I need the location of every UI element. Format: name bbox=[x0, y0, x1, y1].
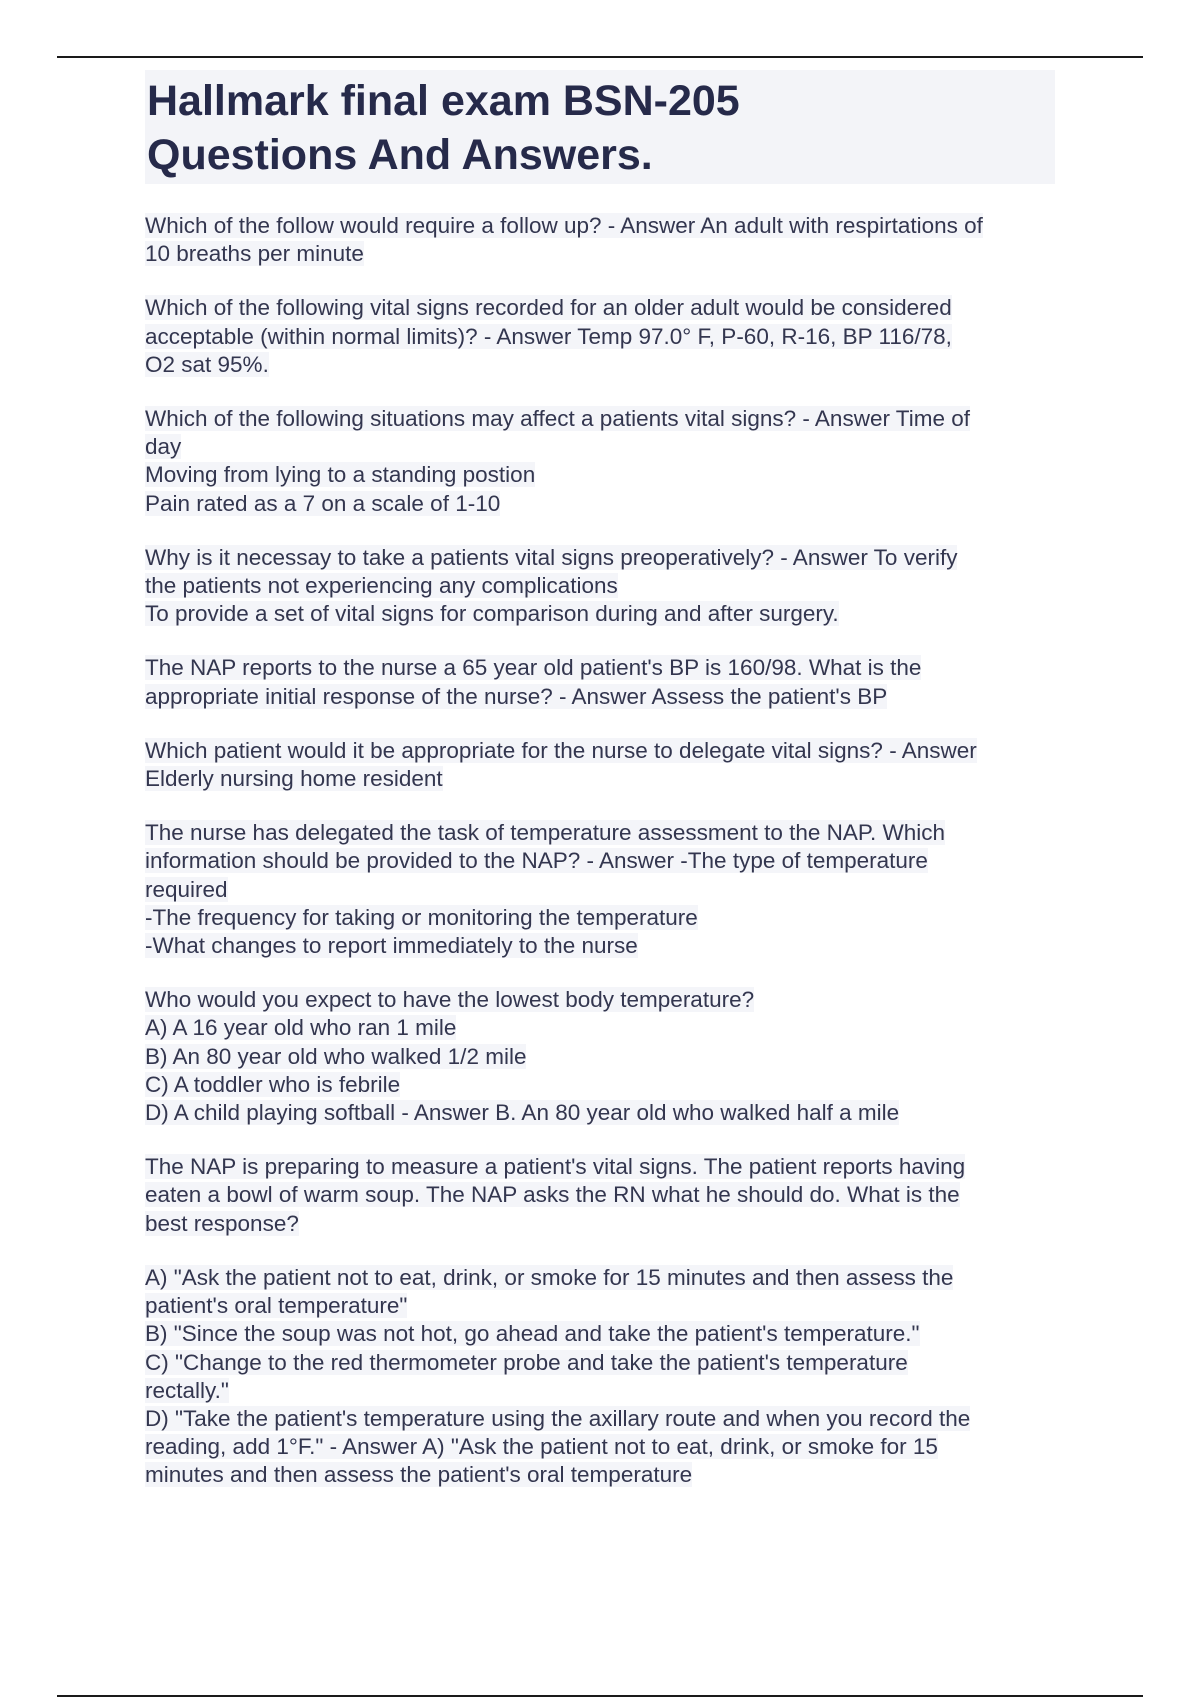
qa-line-wrapper bbox=[145, 294, 1055, 322]
qa-line-wrapper bbox=[145, 351, 1055, 379]
qa-line-wrapper bbox=[145, 490, 1055, 518]
qa-line-wrapper bbox=[145, 461, 1055, 489]
qa-line-wrapper bbox=[145, 737, 1055, 765]
qa-line-wrapper bbox=[145, 1349, 1055, 1377]
qa-line-wrapper bbox=[145, 212, 1055, 240]
qa-line-wrapper bbox=[145, 1181, 1055, 1209]
qa-line-wrapper bbox=[145, 1014, 1055, 1042]
qa-line: B) "Since the soup was not hot, go ahead and take the patient's temperature." bbox=[145, 1321, 920, 1347]
qa-line-wrapper bbox=[145, 405, 1055, 433]
qa-line: The NAP reports to the nurse a 65 year old patient's BP is 160/98. What is the bbox=[145, 655, 922, 681]
qa-line: rectally." bbox=[145, 1377, 229, 1403]
qa-line: A) "Ask the patient not to eat, drink, or smoke for 15 minutes and then assess the bbox=[145, 1264, 954, 1290]
qa-line: acceptable (within normal limits)? - Answer Temp 97.0° F, P-60, R-16, BP 116/78, bbox=[145, 323, 952, 349]
qa-line: patient's oral temperature" bbox=[145, 1293, 408, 1319]
title-line: Hallmark final exam BSN-205 bbox=[147, 77, 740, 125]
qa-line-wrapper bbox=[145, 600, 1055, 628]
qa-line: D) "Take the patient's temperature using the axillary route and when you record the bbox=[145, 1405, 971, 1431]
qa-line-wrapper bbox=[145, 433, 1055, 461]
document-title bbox=[145, 70, 1055, 184]
qa-item bbox=[145, 544, 1055, 629]
qa-item bbox=[145, 212, 1055, 268]
top-rule bbox=[57, 56, 1143, 58]
qa-line: Pain rated as a 7 on a scale of 1-10 bbox=[145, 490, 501, 516]
qa-line-wrapper bbox=[145, 1153, 1055, 1181]
qa-line: best response? bbox=[145, 1210, 299, 1236]
qa-line: Elderly nursing home resident bbox=[145, 766, 443, 792]
qa-line: A) A 16 year old who ran 1 mile bbox=[145, 1015, 457, 1041]
qa-line-wrapper bbox=[145, 1461, 1055, 1489]
qa-item bbox=[145, 654, 1055, 710]
qa-line-wrapper bbox=[145, 1377, 1055, 1405]
qa-line: -What changes to report immediately to the nurse bbox=[145, 933, 638, 959]
qa-line-wrapper bbox=[145, 544, 1055, 572]
qa-item bbox=[145, 737, 1055, 793]
qa-line-wrapper bbox=[145, 876, 1055, 904]
qa-line: B) An 80 year old who walked 1/2 mile bbox=[145, 1043, 527, 1069]
qa-line: O2 sat 95%. bbox=[145, 351, 269, 377]
qa-line-wrapper bbox=[145, 1292, 1055, 1320]
qa-line-wrapper bbox=[145, 819, 1055, 847]
qa-line-wrapper bbox=[145, 1099, 1055, 1127]
qa-line-wrapper bbox=[145, 1405, 1055, 1433]
title-line: Questions And Answers. bbox=[147, 131, 653, 179]
qa-line: reading, add 1°F." - Answer A) "Ask the patient not to eat, drink, or smoke for 15 bbox=[145, 1434, 938, 1460]
qa-line-wrapper bbox=[145, 904, 1055, 932]
qa-line-wrapper bbox=[145, 1320, 1055, 1348]
qa-line: To provide a set of vital signs for comparison during and after surgery. bbox=[145, 601, 839, 627]
qa-line-wrapper bbox=[145, 1264, 1055, 1292]
qa-line-wrapper bbox=[145, 572, 1055, 600]
qa-item bbox=[145, 1264, 1055, 1490]
qa-line: Why is it necessay to take a patients vital signs preoperatively? - Answer To verify bbox=[145, 544, 958, 570]
qa-line-wrapper bbox=[145, 847, 1055, 875]
qa-line-wrapper bbox=[145, 683, 1055, 711]
qa-item bbox=[145, 819, 1055, 960]
qa-line: Which patient would it be appropriate for the nurse to delegate vital signs? - Answer bbox=[145, 737, 977, 763]
qa-line-wrapper bbox=[145, 1071, 1055, 1099]
qa-line: required bbox=[145, 876, 228, 902]
qa-line-wrapper bbox=[145, 765, 1055, 793]
qa-item bbox=[145, 294, 1055, 379]
qa-line-wrapper bbox=[145, 1433, 1055, 1461]
qa-line-wrapper bbox=[145, 986, 1055, 1014]
qa-line-wrapper bbox=[145, 654, 1055, 682]
qa-line-wrapper bbox=[145, 1043, 1055, 1071]
qa-line: D) A child playing softball - Answer B. An 80 year old who walked half a mile bbox=[145, 1100, 900, 1126]
qa-line: appropriate initial response of the nurse? - Answer Assess the patient's BP bbox=[145, 683, 888, 709]
qa-line: -The frequency for taking or monitoring the temperature bbox=[145, 904, 698, 930]
qa-line: C) A toddler who is febrile bbox=[145, 1071, 401, 1097]
qa-line: information should be provided to the NAP? - Answer -The type of temperature bbox=[145, 848, 928, 874]
qa-item bbox=[145, 986, 1055, 1127]
qa-line: 10 breaths per minute bbox=[145, 241, 364, 267]
qa-line: Moving from lying to a standing postion bbox=[145, 462, 536, 488]
qa-line: the patients not experiencing any complications bbox=[145, 573, 618, 599]
qa-line-wrapper bbox=[145, 1210, 1055, 1238]
qa-line: Who would you expect to have the lowest body temperature? bbox=[145, 987, 755, 1013]
qa-line: The NAP is preparing to measure a patient's vital signs. The patient reports having bbox=[145, 1154, 966, 1180]
qa-line: C) "Change to the red thermometer probe and take the patient's temperature bbox=[145, 1349, 908, 1375]
qa-line-wrapper bbox=[145, 240, 1055, 268]
qa-line: eaten a bowl of warm soup. The NAP asks the RN what he should do. What is the bbox=[145, 1182, 960, 1208]
qa-line: The nurse has delegated the task of temperature assessment to the NAP. Which bbox=[145, 820, 946, 846]
qa-line-wrapper bbox=[145, 323, 1055, 351]
qa-line: Which of the following situations may affect a patients vital signs? - Answer Time of bbox=[145, 406, 970, 432]
qa-list bbox=[145, 212, 1055, 1490]
document-body bbox=[145, 70, 1055, 1516]
qa-line-wrapper bbox=[145, 932, 1055, 960]
qa-item bbox=[145, 1153, 1055, 1238]
bottom-rule bbox=[57, 1695, 1143, 1697]
qa-line: minutes and then assess the patient's oral temperature bbox=[145, 1462, 693, 1488]
qa-line: day bbox=[145, 434, 182, 460]
qa-line: Which of the follow would require a follow up? - Answer An adult with respirtations of bbox=[145, 213, 983, 238]
qa-item bbox=[145, 405, 1055, 518]
qa-line: Which of the following vital signs recorded for an older adult would be considered bbox=[145, 295, 952, 321]
